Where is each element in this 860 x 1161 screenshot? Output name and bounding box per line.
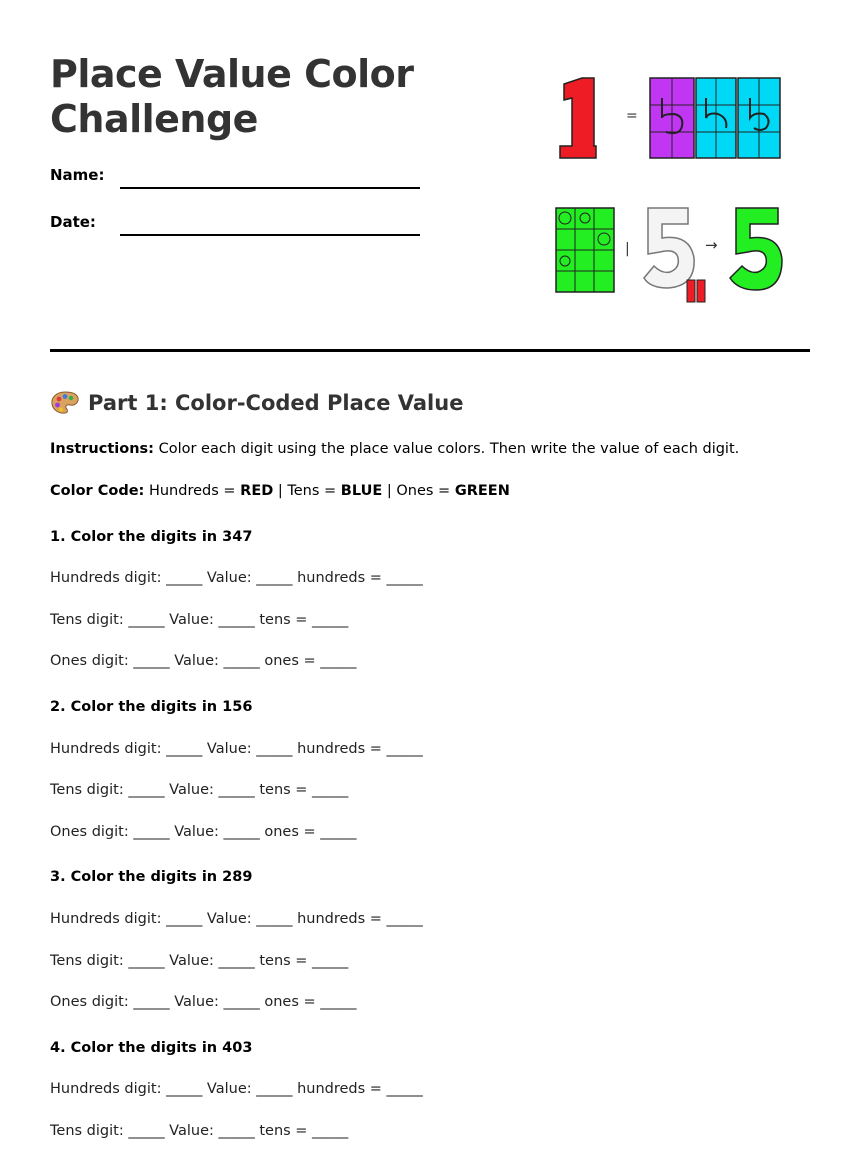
cc-red: RED xyxy=(240,483,274,499)
q1-tens-row[interactable]: Tens digit: _____ Value: _____ tens = _____ xyxy=(50,612,349,628)
q2-ones-row[interactable]: Ones digit: _____ Value: _____ ones = _____ xyxy=(50,824,357,840)
part1-heading xyxy=(50,390,463,416)
cc-hundreds: Hundreds = xyxy=(144,483,241,499)
red-digit-one xyxy=(560,78,596,158)
section-divider xyxy=(50,349,810,352)
outline-digit-five xyxy=(644,208,694,288)
q4-hundreds-row[interactable]: Hundreds digit: _____ Value: _____ hundreds = _____ xyxy=(50,1081,423,1097)
page-title xyxy=(50,52,413,142)
red-small-block-1 xyxy=(687,280,695,302)
color-code xyxy=(50,483,510,499)
date-line[interactable] xyxy=(120,234,420,236)
question-1-title: 1. Color the digits in 347 xyxy=(50,529,253,545)
q2-hundreds-row[interactable]: Hundreds digit: _____ Value: _____ hundreds = _____ xyxy=(50,741,423,757)
place-value-art-top xyxy=(550,70,790,170)
title-line-1: Place Value Color xyxy=(50,52,414,96)
equals-sign: = xyxy=(626,108,638,124)
q3-tens-row[interactable]: Tens digit: _____ Value: _____ tens = _____ xyxy=(50,953,349,969)
red-small-block-2 xyxy=(697,280,705,302)
color-code-label: Color Code: xyxy=(50,483,145,499)
date-label: Date: xyxy=(50,213,96,231)
q3-hundreds-row[interactable]: Hundreds digit: _____ Value: _____ hundreds = _____ xyxy=(50,911,423,927)
title-line-2: Challenge xyxy=(50,97,258,141)
part1-title: Part 1: Color-Coded Place Value xyxy=(88,391,464,415)
palette-icon xyxy=(50,390,80,416)
q4-tens-row[interactable]: Tens digit: _____ Value: _____ tens = _____ xyxy=(50,1123,349,1139)
q1-hundreds-row[interactable]: Hundreds digit: _____ Value: _____ hundreds = _____ xyxy=(50,570,423,586)
place-value-art-bottom xyxy=(550,198,790,308)
cc-ones: | Ones = xyxy=(382,483,455,499)
instructions-text: Color each digit using the place value colors. Then write the value of each digit. xyxy=(153,441,740,457)
q3-ones-row[interactable]: Ones digit: _____ Value: _____ ones = _____ xyxy=(50,994,357,1010)
arrow-icon: → xyxy=(705,236,718,254)
divider-mark: | xyxy=(625,241,630,257)
question-2-title: 2. Color the digits in 156 xyxy=(50,699,253,715)
name-line[interactable] xyxy=(120,187,420,189)
q1-ones-row[interactable]: Ones digit: _____ Value: _____ ones = _____ xyxy=(50,653,357,669)
cc-tens: | Tens = xyxy=(273,483,341,499)
instructions-label: Instructions: xyxy=(50,441,154,457)
cc-blue: BLUE xyxy=(340,483,383,499)
q2-tens-row[interactable]: Tens digit: _____ Value: _____ tens = _____ xyxy=(50,782,349,798)
question-3-title: 3. Color the digits in 289 xyxy=(50,869,253,885)
instructions xyxy=(50,441,739,457)
question-4-title: 4. Color the digits in 403 xyxy=(50,1040,253,1056)
cc-green: GREEN xyxy=(454,483,510,499)
name-label: Name: xyxy=(50,166,105,184)
green-digit-five xyxy=(730,208,782,290)
